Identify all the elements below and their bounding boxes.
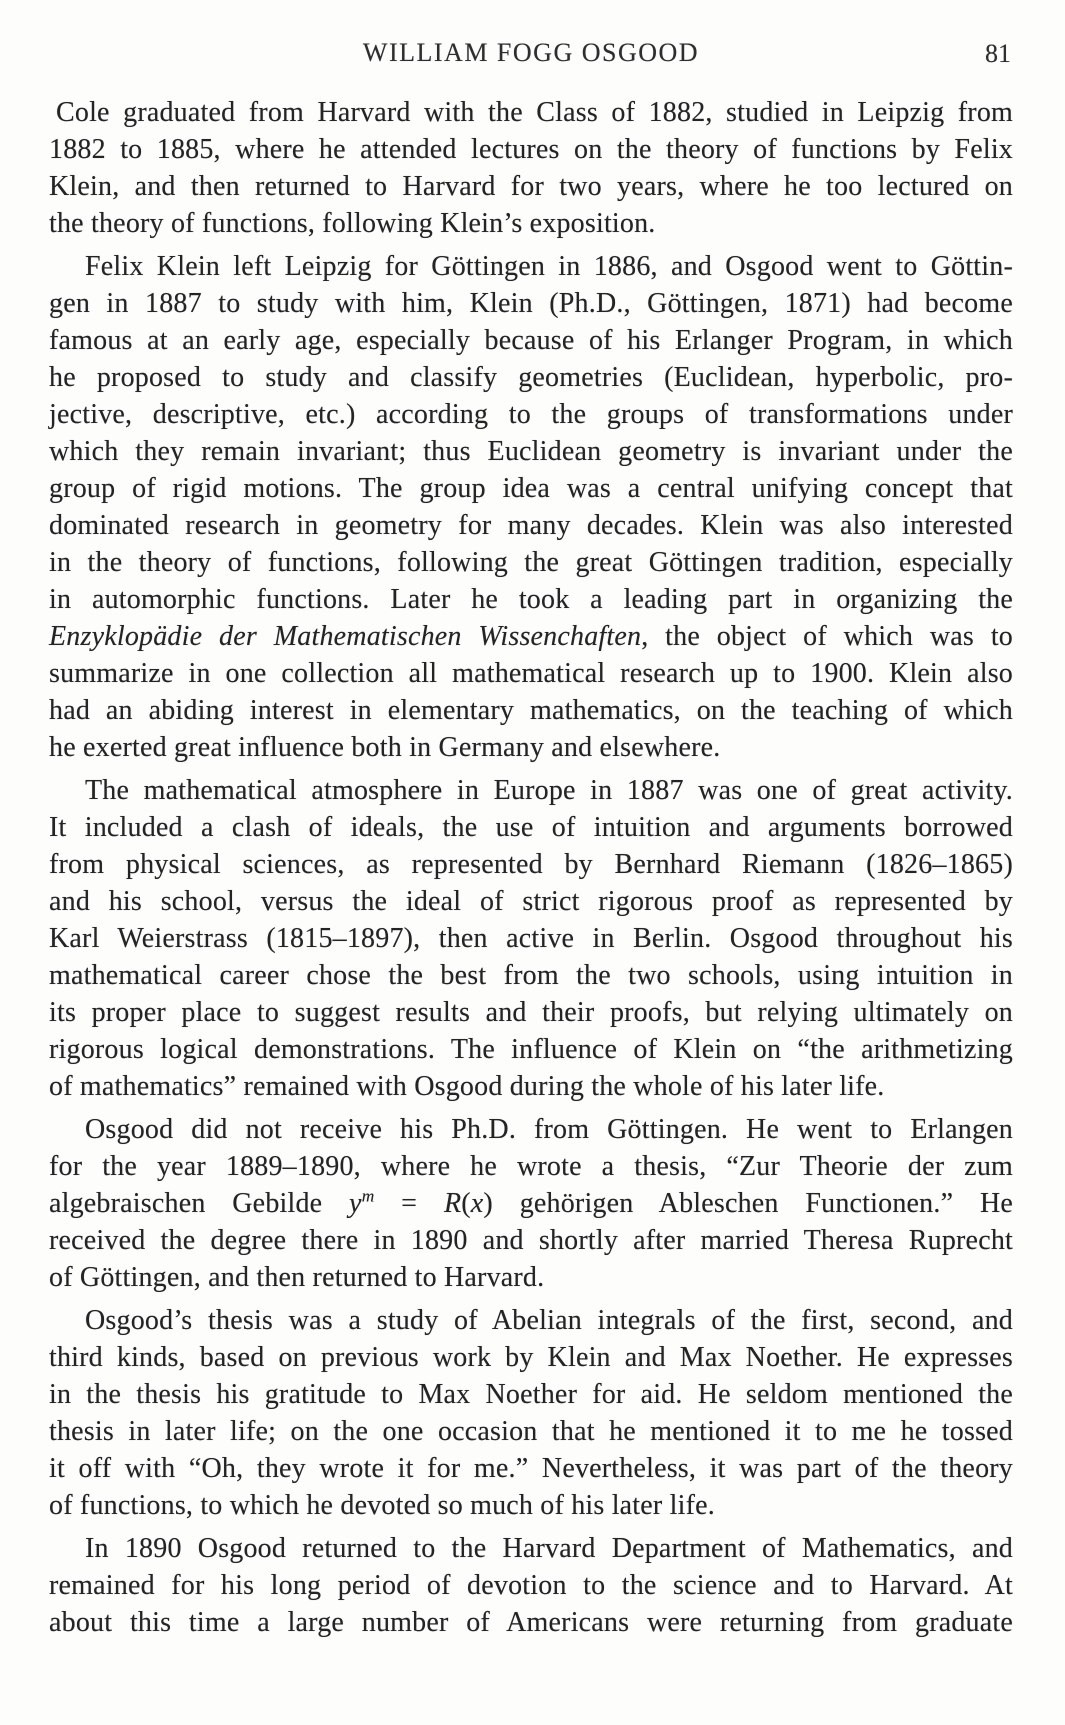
text-line <box>49 1031 1013 1068</box>
text-segment: , the object of which was to <box>641 621 1013 652</box>
text-line <box>49 1302 1013 1339</box>
text-segment: Osgood’s thesis was a study of Abelian integrals of the first, second, and <box>85 1305 1013 1336</box>
text-segment: remained for his long period of devotion to the science and to Harvard. At <box>49 1570 1013 1601</box>
text-line <box>49 1530 1013 1567</box>
text-line <box>49 1259 1013 1296</box>
text-line <box>49 655 1013 692</box>
text-segment: ( <box>461 1188 471 1219</box>
text-segment: famous at an early age, especially because of his Erlanger Program, in which <box>49 325 1013 356</box>
italic-text: x <box>470 1188 484 1219</box>
text-line <box>49 618 1013 655</box>
paragraph <box>49 1302 1013 1524</box>
running-head <box>49 38 1013 68</box>
text-segment: group of rigid motions. The group idea was a central unifying concept that <box>49 473 1013 504</box>
text-line <box>49 1604 1013 1641</box>
text-segment: It included a clash of ideals, the use of intuition and arguments borrowed <box>49 812 1013 843</box>
text-line <box>49 1339 1013 1376</box>
text-segment: about this time a large number of Americans were returning from graduate <box>49 1607 1013 1638</box>
text-line <box>49 809 1013 846</box>
text-line <box>49 396 1013 433</box>
text-line <box>49 1185 1013 1222</box>
text-line <box>49 994 1013 1031</box>
text-line <box>49 168 1013 205</box>
text-line <box>49 131 1013 168</box>
text-line <box>49 883 1013 920</box>
text-segment: and his school, versus the ideal of strict rigorous proof as represented by <box>49 886 1013 917</box>
text-segment: Felix Klein left Leipzig for Göttingen in 1886, and Osgood went to Göttin- <box>85 251 1013 282</box>
text-segment: algebraischen Gebilde <box>49 1188 350 1219</box>
text-line <box>49 1148 1013 1185</box>
page-number: 81 <box>985 39 1011 68</box>
text-line <box>49 920 1013 957</box>
text-line <box>49 729 1013 766</box>
text-line <box>49 544 1013 581</box>
paragraph <box>49 94 1013 242</box>
text-line <box>49 322 1013 359</box>
text-line <box>49 846 1013 883</box>
text-segment: jective, descriptive, etc.) according to the groups of transformations under <box>49 399 1013 430</box>
text-segment: of functions, to which he devoted so much of his later life. <box>49 1490 715 1521</box>
text-line <box>49 1450 1013 1487</box>
text-segment: In 1890 Osgood returned to the Harvard Department of Mathematics, and <box>85 1533 1013 1564</box>
text-line <box>49 248 1013 285</box>
text-segment: 1882 to 1885, where he attended lectures on the theory of functions by Felix <box>49 134 1013 165</box>
text-segment: which they remain invariant; thus Euclidean geometry is invariant under the <box>49 436 1013 467</box>
text-segment: he proposed to study and classify geometries (Euclidean, hyperbolic, pro- <box>49 362 1013 393</box>
text-segment: received the degree there in 1890 and shortly after married Theresa Ruprecht <box>49 1225 1013 1256</box>
text-segment: it off with “Oh, they wrote it for me.” Nevertheless, it was part of the theory <box>49 1453 1013 1484</box>
italic-text: y <box>349 1188 362 1219</box>
text-segment: = <box>374 1188 444 1219</box>
page-body <box>49 94 1013 1641</box>
page-title: WILLIAM FOGG OSGOOD <box>362 38 700 67</box>
superscript-text: m <box>361 1186 375 1206</box>
text-line <box>49 692 1013 729</box>
paragraph <box>49 772 1013 1105</box>
paragraph <box>49 248 1013 766</box>
text-segment: mathematical career chose the best from the two schools, using intuition in <box>49 960 1013 991</box>
text-segment: from physical sciences, as represented by Bernhard Riemann (1826–1865) <box>49 849 1013 880</box>
italic-text: R <box>443 1188 462 1219</box>
text-segment: Karl Weierstrass (1815–1897), then active in Berlin. Osgood throughout his <box>49 923 1013 954</box>
text-line <box>49 470 1013 507</box>
text-segment: gen in 1887 to study with him, Klein (Ph.D., Göttingen, 1871) had become <box>49 288 1013 319</box>
text-line <box>49 285 1013 322</box>
text-segment: third kinds, based on previous work by Klein and Max Noether. He expresses <box>49 1342 1013 1373</box>
text-line <box>49 772 1013 809</box>
text-segment: summarize in one collection all mathematical research up to 1900. Klein also <box>49 658 1013 689</box>
text-segment: of Göttingen, and then returned to Harvard. <box>49 1262 545 1293</box>
text-line <box>49 1487 1013 1524</box>
text-segment: for the year 1889–1890, where he wrote a thesis, “Zur Theorie der zum <box>49 1151 1013 1182</box>
text-line <box>49 205 1013 242</box>
text-line <box>49 433 1013 470</box>
text-line <box>49 1068 1013 1105</box>
text-segment: its proper place to suggest results and their proofs, but relying ultimately on <box>49 997 1013 1028</box>
text-segment: in the thesis his gratitude to Max Noether for aid. He seldom mentioned the <box>49 1379 1013 1410</box>
paragraph <box>49 1530 1013 1641</box>
text-segment: he exerted great influence both in Germany and elsewhere. <box>49 732 721 763</box>
text-segment: in automorphic functions. Later he took a leading part in organizing the <box>49 584 1013 615</box>
text-segment: in the theory of functions, following the great Göttingen tradition, especially <box>49 547 1013 578</box>
text-line <box>49 1413 1013 1450</box>
text-segment: Osgood did not receive his Ph.D. from Göttingen. He went to Erlangen <box>85 1114 1013 1145</box>
text-segment: dominated research in geometry for many decades. Klein was also interested <box>49 510 1013 541</box>
italic-text: Enzyklopädie der Mathematischen Wissenchaften <box>49 621 642 652</box>
paragraph <box>49 1111 1013 1296</box>
text-line <box>49 1567 1013 1604</box>
text-segment: rigorous logical demonstrations. The influence of Klein on “the arithmetizing <box>49 1034 1013 1065</box>
text-segment: Cole graduated from Harvard with the Class of 1882, studied in Leipzig from <box>56 97 1013 128</box>
text-segment: of mathematics” remained with Osgood during the whole of his later life. <box>49 1071 885 1102</box>
text-segment: had an abiding interest in elementary mathematics, on the teaching of which <box>49 695 1013 726</box>
text-segment: The mathematical atmosphere in Europe in 1887 was one of great activity. <box>85 775 1013 806</box>
text-line <box>49 359 1013 396</box>
text-line <box>49 94 1013 131</box>
text-line <box>49 1222 1013 1259</box>
text-segment: ) gehörigen Ableschen Functionen.” He <box>483 1188 1013 1219</box>
text-line <box>49 957 1013 994</box>
text-segment: Klein, and then returned to Harvard for two years, where he too lectured on <box>49 171 1013 202</box>
text-segment: the theory of functions, following Klein’s exposition. <box>49 208 656 239</box>
text-line <box>49 581 1013 618</box>
text-segment: thesis in later life; on the one occasion that he mentioned it to me he tossed <box>49 1416 1013 1447</box>
text-line <box>49 1111 1013 1148</box>
text-line <box>49 507 1013 544</box>
text-line <box>49 1376 1013 1413</box>
